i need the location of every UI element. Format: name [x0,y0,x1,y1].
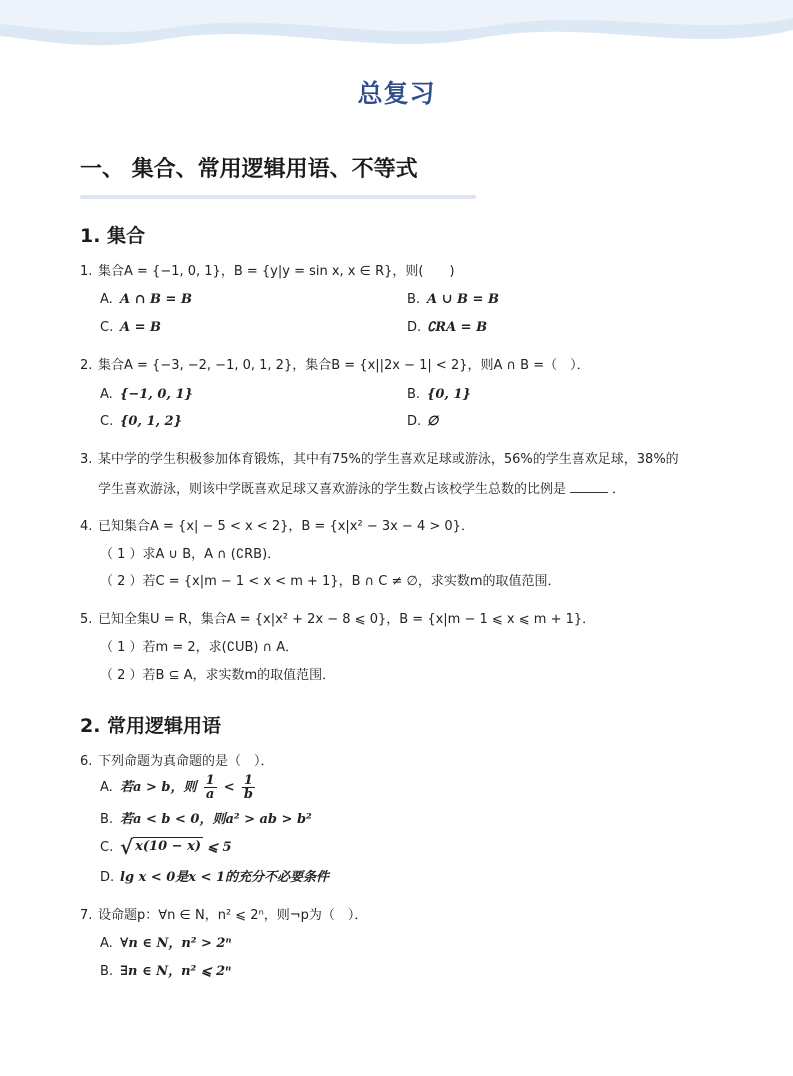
option-label: A. [100,387,113,402]
option-label: D. [407,414,422,429]
header-wave-decoration [0,0,793,60]
option-label: A. [100,936,113,951]
fraction-numerator: 1 [242,774,255,788]
option-condition: 若a > b，则 [120,780,197,795]
option-a [100,774,258,801]
square-root-expression [120,835,203,859]
question-text: 集合A = {−1, 0, 1}，B = {y|y = sin x, x ∈ R}，则( ) [98,264,455,279]
less-than-sign: < [223,780,235,795]
sub-question-2: （ 2 ）若C = {x|m − 1 < x < m + 1}，B ∩ C ≠ ∅，求实数m的取值范围． [100,574,561,589]
option-label: D. [100,870,115,885]
fraction-1-over-a [204,774,217,801]
option-label: B. [100,964,114,979]
section-underline [80,195,476,199]
option-text: {−1, 0, 1} [120,387,193,402]
question-2 [80,357,590,375]
question-text: 设命题p：∀n ∈ N，n² ⩽ 2ⁿ，则¬p为（ ）． [98,908,368,923]
question-text: 已知全集U = R，集合A = {x|x² + 2x − 8 ⩽ 0}，B = {x|m − 1 ⩽ x ⩽ m + 1}． [98,612,596,627]
answer-blank[interactable] [570,480,608,493]
option-text: A ∪ B = B [427,292,499,307]
option-text: A = B [120,320,162,335]
question-text: 下列命题为真命题的是（ ）． [98,754,274,769]
section-heading: 一、 集合、常用逻辑用语、不等式 [80,157,418,182]
option-label: B. [100,812,114,827]
option-label: C. [100,320,114,335]
subsection-heading-logic: 2. 常用逻辑用语 [80,715,222,737]
question-3 [80,451,679,469]
option-label: D. [407,320,422,335]
option-c [100,835,232,859]
question-number: 1. [80,264,93,279]
option-label: A. [100,780,113,795]
radicand: x(10 − x) [135,839,201,854]
page-title: 总复习 [357,79,436,108]
option-d [407,413,438,431]
option-b [100,963,231,981]
question-6 [80,753,274,771]
question-end-mark: ． [612,482,626,497]
option-label: A. [100,292,113,307]
option-b [407,386,471,404]
option-text: {0, 1, 2} [120,414,182,429]
fraction-numerator: 1 [205,773,215,788]
option-text-rest: ⩽ 5 [207,839,232,855]
question-number: 2. [80,358,93,373]
subsection-heading-sets: 1. 集合 [80,225,146,247]
question-1 [80,263,455,281]
question-text: 已知集合A = {x| − 5 < x < 2}，B = {x|x² − 3x − 4 > 0}． [98,519,474,534]
option-a [100,935,231,953]
option-c [100,319,161,337]
option-d [407,319,487,337]
fraction-1-over-b [242,774,255,801]
question-text-line1: 某中学的学生积极参加体育锻炼，其中有75%的学生喜欢足球或游泳，56%的学生喜欢足球，38%的 [98,452,679,467]
question-text-line2: 学生喜欢游泳，则该中学既喜欢足球又喜欢游泳的学生数占该校学生总数的比例是 [98,482,567,497]
question-7 [80,907,367,925]
option-label: C. [100,839,114,855]
option-a [100,386,193,404]
radical-sign: √ [120,835,134,859]
option-c [100,413,182,431]
question-4 [80,518,474,536]
question-number: 6. [80,754,93,769]
question-3-continued [98,480,625,499]
question-number: 3. [80,452,93,467]
question-number: 5. [80,612,93,627]
sub-question-1: （ 1 ）若m = 2，求(∁UB) ∩ A． [100,640,299,655]
fraction-denominator: b [243,787,253,802]
option-label: B. [407,292,421,307]
sub-question-2: （ 2 ）若B ⊆ A，求实数m的取值范围． [100,668,336,683]
sub-question-1: （ 1 ）求A ∪ B，A ∩ (∁RB)． [100,547,281,562]
option-a [100,291,192,309]
option-text: ∃n ∈ N，n² ⩽ 2ⁿ [120,964,232,979]
option-d [100,869,329,887]
fraction-denominator: a [205,787,215,802]
option-text: ∀n ∈ N，n² > 2ⁿ [120,936,232,951]
option-text: {0, 1} [427,387,471,402]
question-text: 集合A = {−3, −2, −1, 0, 1, 2}，集合B = {x||2x − 1| < 2}，则A ∩ B =（ ）． [98,358,590,373]
question-number: 7. [80,908,93,923]
option-label: B. [407,387,421,402]
option-b [100,811,312,829]
option-text: 若a < b < 0，则a² > ab > b² [120,812,312,827]
question-number: 4. [80,519,93,534]
option-label: C. [100,414,114,429]
option-b [407,291,499,309]
question-5 [80,611,595,629]
option-text: lg x < 0是x < 1的充分不必要条件 [120,870,330,885]
option-text: ∅ [427,414,439,429]
option-text: ∁RA = B [427,320,488,335]
option-text: A ∩ B = B [120,292,192,307]
